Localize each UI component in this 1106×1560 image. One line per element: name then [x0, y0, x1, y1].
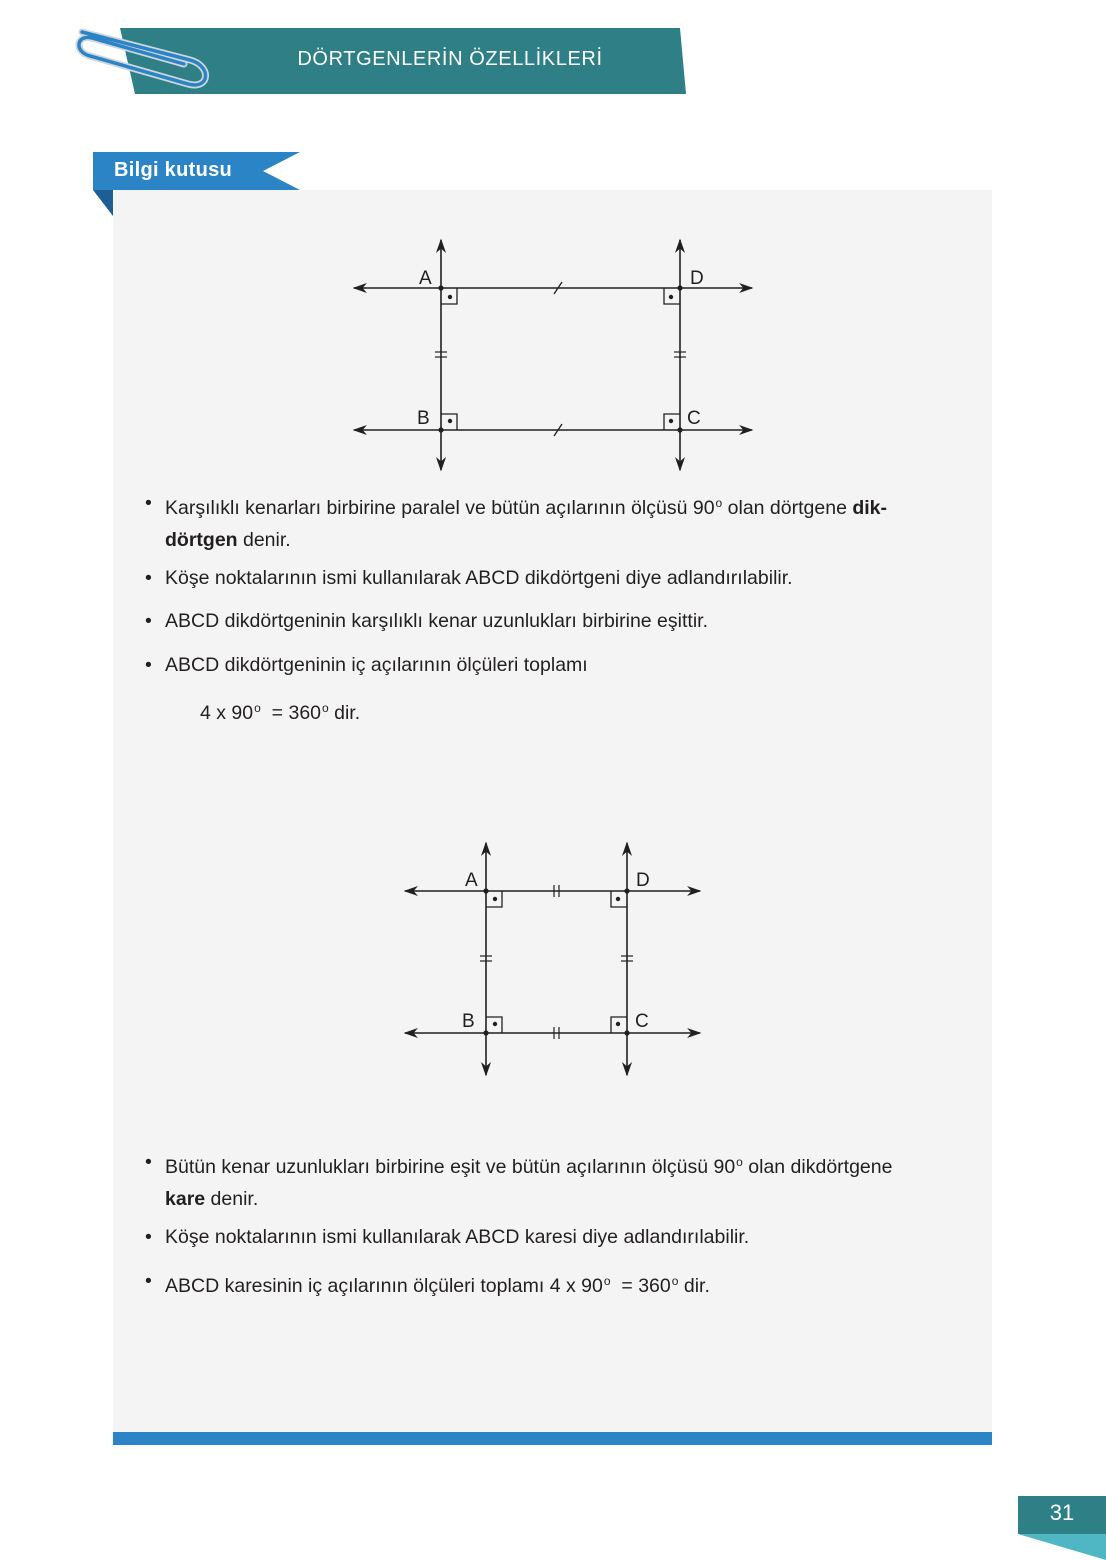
bullet-dot: • — [145, 610, 152, 632]
vertex-c — [677, 427, 682, 432]
bullet-dot: • — [145, 654, 152, 676]
vertex-a — [483, 888, 488, 893]
vertex-a — [438, 285, 443, 290]
rect-angle-sum-formula: 4 x 90$^o$ = 360$^o$ dir. — [200, 701, 361, 724]
angle-dot-b — [493, 1022, 497, 1026]
label-a: A — [419, 268, 432, 289]
square-bullet-1: • Bütün kenar uzunlukları birbirine eşit ve bütün açılarının ölçüsü 90$^o$ olan dikdörtgene kare denir. — [145, 1146, 985, 1215]
vertex-d — [624, 888, 629, 893]
square-bullet-3: • ABCD karesinin iç açılarının ölçüleri toplamı 4 x 90$^o$ = 360$^o$ dir. — [145, 1265, 985, 1302]
bullet-dot: • — [145, 1270, 152, 1292]
page-number: 31 — [1049, 1500, 1075, 1525]
header-title: DÖRTGENLERİN ÖZELLİKLERİ — [297, 48, 603, 70]
term-kare: kare — [165, 1188, 206, 1210]
term-dikdortgen: dik- — [852, 497, 888, 519]
label-b: B — [462, 1011, 475, 1032]
bullet-dot: • — [145, 492, 152, 514]
vertex-d — [677, 285, 682, 290]
label-c: C — [687, 408, 701, 429]
label-d: D — [636, 870, 650, 891]
square-bullet-2: • Köşe noktalarının ismi kullanılarak ABCD karesi diye adlandırılabilir. — [145, 1221, 985, 1253]
label-c: C — [635, 1011, 649, 1032]
label-b: B — [417, 408, 430, 429]
angle-dot-b — [448, 419, 452, 423]
vertex-b — [438, 427, 443, 432]
label-d: D — [690, 268, 704, 289]
angle-dot-d — [669, 295, 673, 299]
angle-dot-d — [616, 897, 620, 901]
rectangle-figure — [340, 232, 770, 477]
square-figure — [395, 836, 715, 1082]
bullet-dot: • — [145, 1151, 152, 1173]
info-box-bottom-bar — [113, 1432, 992, 1445]
bullet-dot: • — [145, 1226, 152, 1248]
vertex-c — [624, 1030, 629, 1035]
rect-bullet-4: • ABCD dikdörtgeninin iç açılarının ölçüleri toplamı — [145, 649, 985, 681]
rect-bullet-2: • Köşe noktalarının ismi kullanılarak ABCD dikdörtgeni diye adlandırılabilir. — [145, 562, 985, 594]
rect-bullet-1: • Karşılıklı kenarları birbirine paralel ve bütün açılarının ölçüsü 90$^o$ olan dörtgene dik- dörtgen denir. — [145, 487, 985, 556]
bullet-dot: • — [145, 567, 152, 589]
vertex-b — [483, 1030, 488, 1035]
angle-dot-a — [448, 295, 452, 299]
angle-dot-c — [616, 1022, 620, 1026]
label-a: A — [465, 870, 478, 891]
rect-bullet-3: • ABCD dikdörtgeninin karşılıklı kenar uzunlukları birbirine eşittir. — [145, 605, 985, 637]
info-box-label: Bilgi kutusu — [114, 159, 233, 181]
paperclip-icon — [60, 18, 220, 98]
angle-dot-a — [493, 897, 497, 901]
angle-dot-c — [669, 419, 673, 423]
